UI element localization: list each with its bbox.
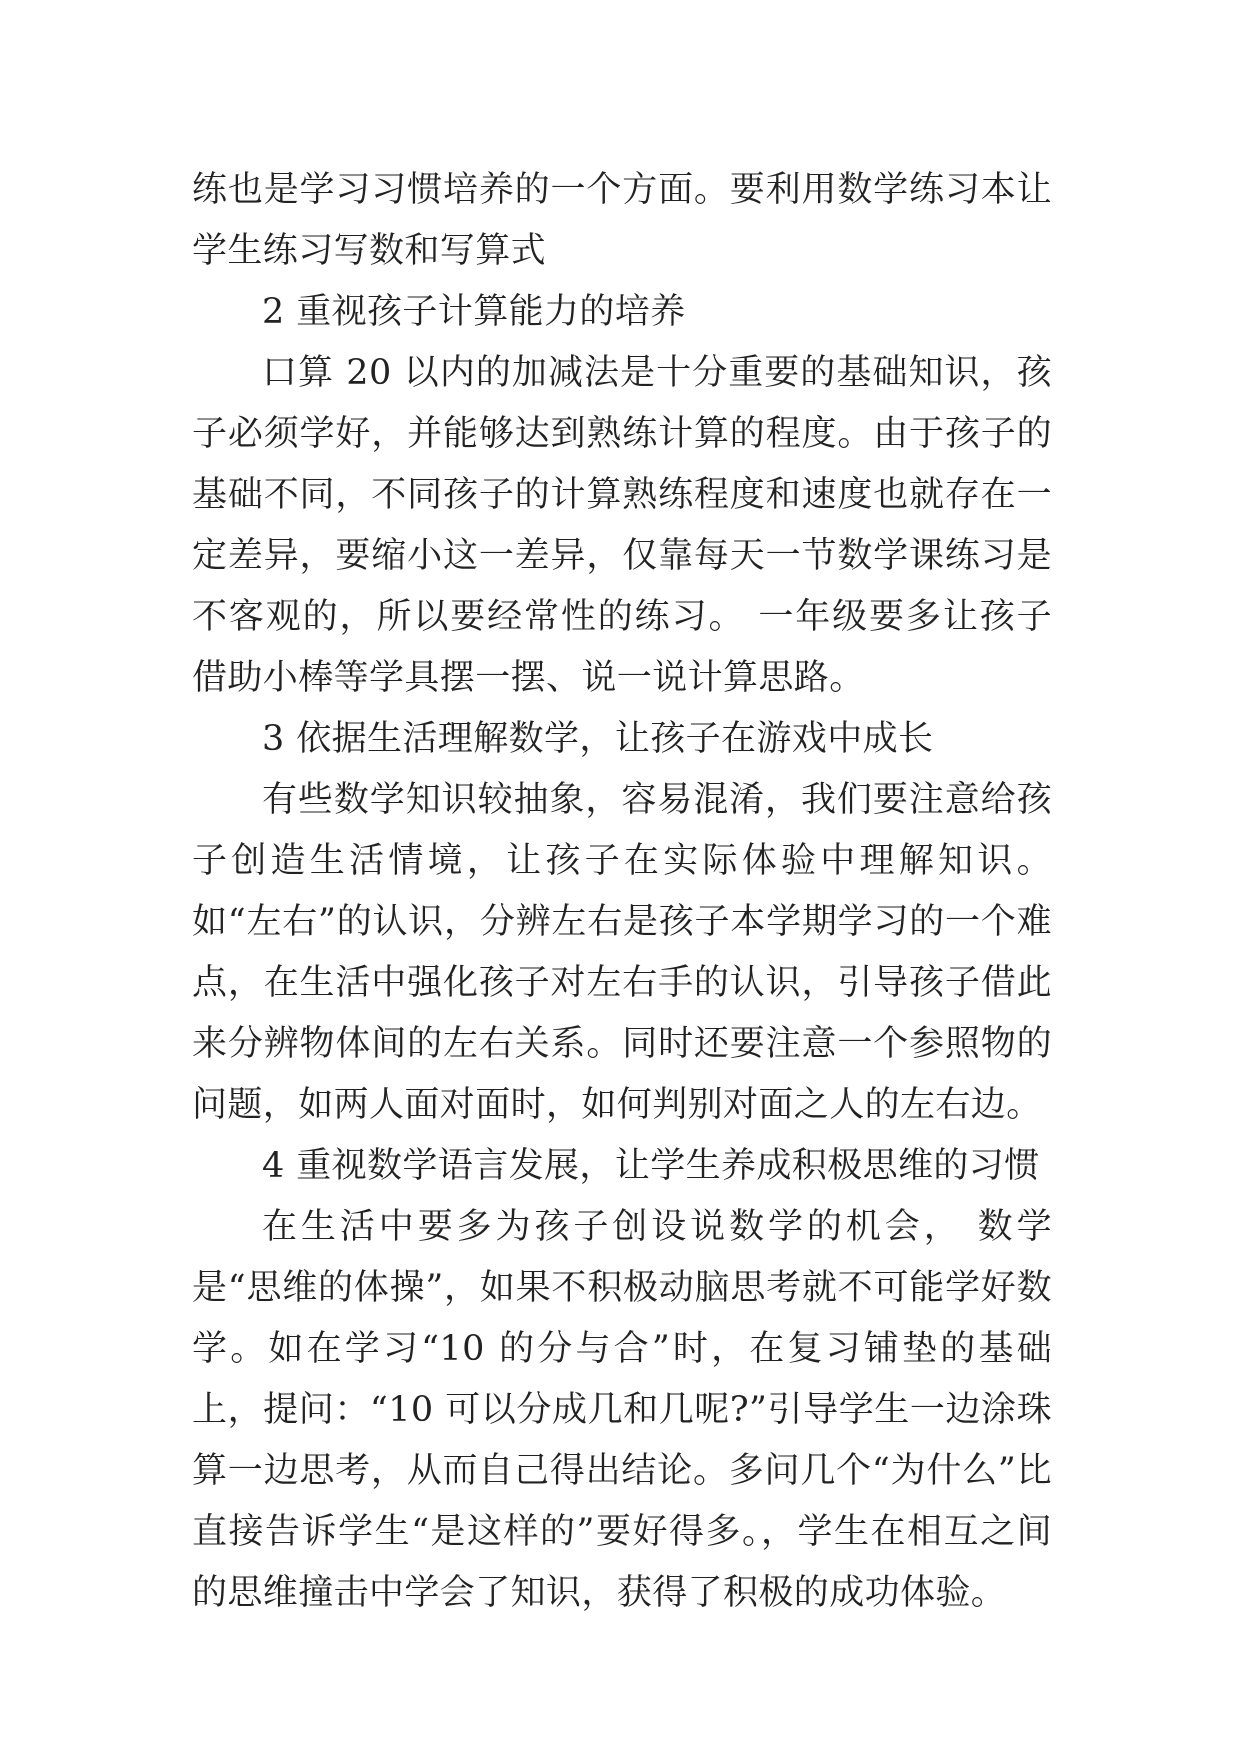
document-page: [192, 160, 1052, 1624]
paragraph-life-math: 有些数学知识较抽象，容易混淆，我们要注意给孩子创造生活情境，让孩子在实际体验中理解知识。如“左右”的认识，分辨左右是孩子本学期学习的一个难点，在生活中强化孩子对左右手的认识，引导孩子借此来分辨物体间的左右关系。同时还要注意一个参照物的问题，如两人面对面时，如何判别对面之人的左右边。: [192, 780, 1052, 1125]
paragraph-calculation: 口算 20 以内的加减法是十分重要的基础知识，孩子必须学好，并能够达到熟练计算的程度。由于孩子的基础不同，不同孩子的计算熟练程度和速度也就存在一定差异，要缩小这一差异，仅靠每天一节数学课练习是不客观的，所以要经常性的练习。 一年级要多让孩子借助小棒等学具摆一摆、说一说计算思路。: [192, 353, 1052, 698]
section-heading-3: 3 依据生活理解数学，让孩子在游戏中成长: [262, 719, 934, 759]
paragraph-math-language: 在生活中要多为孩子创设说数学的机会， 数学是“思维的体操”，如果不积极动脑思考就不可能学好数学。如在学习“10 的分与合”时，在复习铺垫的基础上，提问：“10 可以分成几和几呢?”引导学生一边涂珠算一边思考，从而自己得出结论。多问几个“为什么”比直接告诉学生“是这样的”要好得多。，学生在相互之间的思维撞击中学会了知识，获得了积极的成功体验。: [192, 1207, 1052, 1613]
section-heading-2: 2 重视孩子计算能力的培养: [262, 292, 686, 332]
section-heading-4: 4 重视数学语言发展，让学生养成积极思维的习惯: [262, 1146, 1040, 1186]
paragraph-continuation: 练也是学习习惯培养的一个方面。要利用数学练习本让学生练习写数和写算式: [192, 170, 1052, 271]
